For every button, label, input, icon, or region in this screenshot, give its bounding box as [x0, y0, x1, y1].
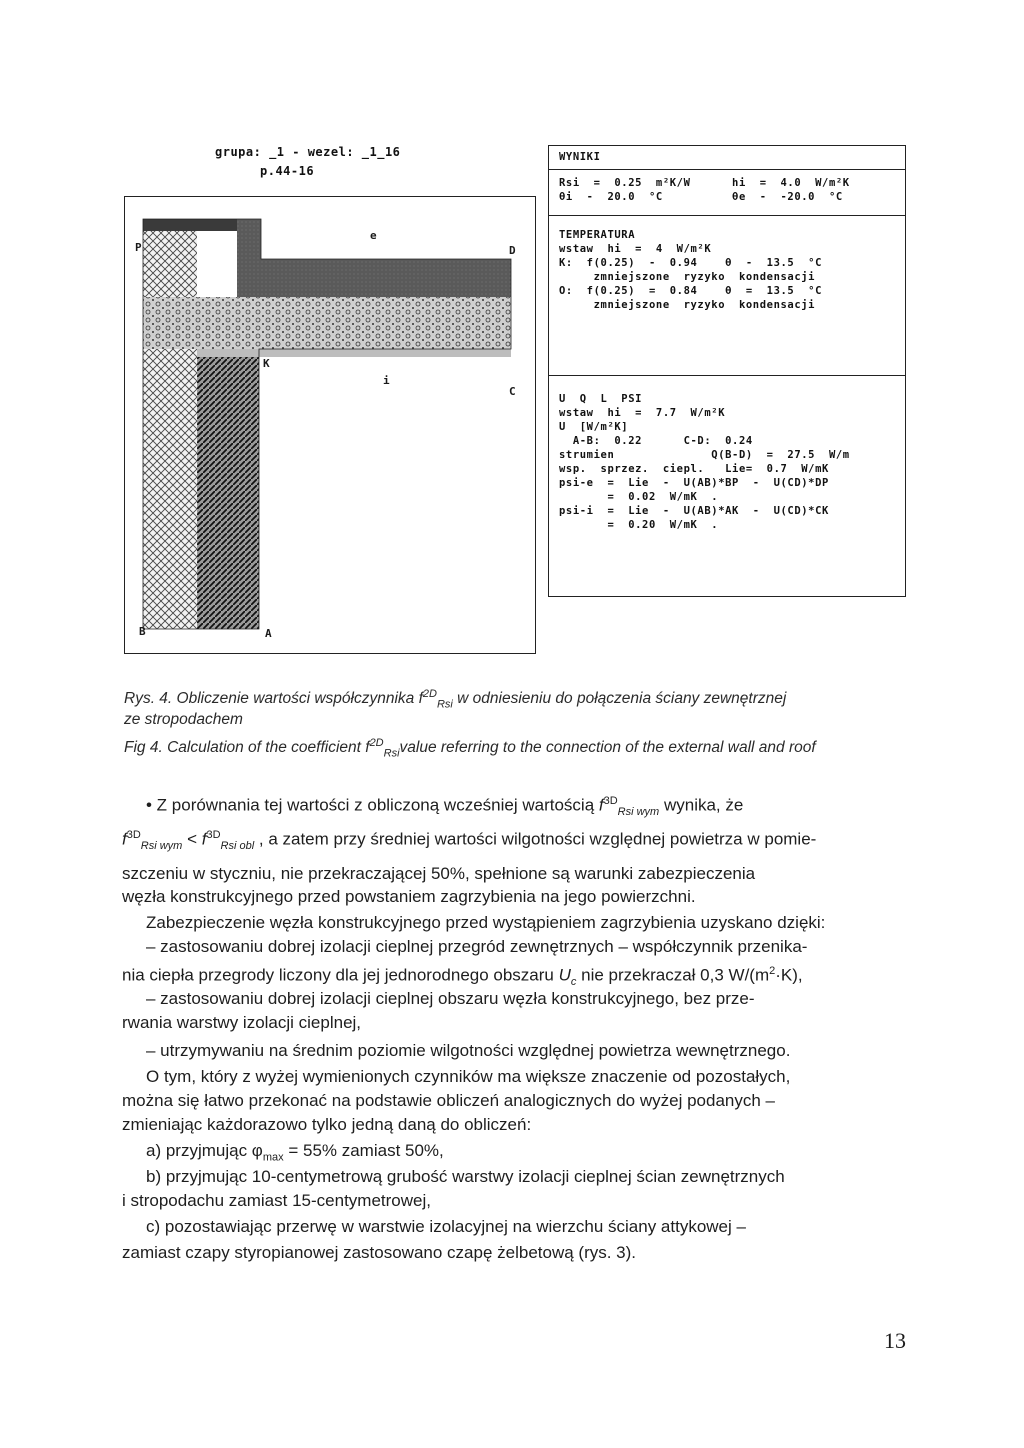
psi-line: A-B: 0.22 C-D: 0.24: [559, 435, 753, 447]
math-sub: max: [262, 1151, 284, 1164]
paragraph-line: można się łatwo przekonać na podstawie obliczeń analogicznych do wyżej podanych –: [122, 1091, 775, 1110]
paragraph-line: szczeniu w styczniu, nie przekraczającej 50%, spełnione są warunki zabezpieczenia: [122, 864, 756, 883]
caption-text: value referring to the connection of the external wall and roof: [399, 739, 816, 757]
text-run: = 55% zamiast 50%,: [283, 1141, 444, 1160]
text-run: ·K),: [775, 965, 803, 985]
psi-line: psi-e = Lie - U(AB)*BP - U(CD)*DP: [559, 477, 829, 489]
paragraph-line: [146, 1140, 444, 1169]
math-sub: Rsi wym: [617, 806, 660, 819]
paragraph-line: – zastosowaniu dobrej izolacji cieplnej przegród zewnętrznych – współczynnik przenika-: [146, 937, 808, 956]
paragraph-line: [122, 824, 816, 858]
math-sub: Rsi wym: [140, 840, 183, 853]
wall-structure-layer: [197, 349, 259, 629]
caption-text: Fig 4. Calculation of the coefficient: [124, 739, 366, 757]
paragraph-line: zmieniając każdorazowo tylko jedną daną do obliczeń:: [122, 1115, 532, 1134]
caption-polish-line1: [124, 688, 786, 710]
paragraph-line: węzła konstrukcyjnego przed powstaniem zagrzybienia na jego powierzchni.: [122, 887, 696, 906]
results-title: WYNIKI: [559, 151, 601, 163]
math-sup: 3D: [206, 829, 221, 841]
text-run: nia ciepła przegrody liczony dla jej jednorodnego obszaru: [122, 965, 559, 985]
psi-line: wsp. sprzez. ciepl. Lie= 0.7 W/mK: [559, 463, 829, 475]
caption-sup: 2D: [369, 737, 384, 749]
text-run: a) przyjmując φ: [146, 1141, 263, 1160]
caption-symbol: f: [365, 739, 370, 757]
math-sub: c: [570, 976, 577, 989]
results-panel: [548, 145, 906, 597]
param-line: Rsi = 0.25 m²K/W hi = 4.0 W/m²K: [559, 177, 850, 189]
node-page-ref: p.44-16: [260, 164, 315, 178]
psi-line: wstaw hi = 7.7 W/m²K: [559, 407, 726, 419]
caption-sub: Rsi: [436, 698, 453, 711]
text-run: wynika, że: [659, 795, 744, 815]
temperature-line: K: f(0.25) - 0.94 θ - 13.5 °C: [559, 257, 823, 269]
text-run: , a zatem przy średniej wartości wilgotności względnej powietrza w pomie-: [254, 829, 817, 849]
math-symbol: f: [598, 795, 604, 815]
math-symbol: U: [558, 965, 571, 985]
caption-polish-line2: ze stropodachem: [124, 711, 243, 728]
point-label-a: A: [265, 627, 272, 640]
math-sup: 2: [769, 965, 776, 977]
results-title-section: [549, 146, 905, 170]
point-label-k: K: [263, 357, 270, 370]
caption-sub: Rsi: [383, 747, 400, 760]
paragraph-line: rwania warstwy izolacji cieplnej,: [122, 1013, 362, 1032]
temperature-line: wstaw hi = 4 W/m²K: [559, 243, 712, 255]
point-label-e: e: [370, 229, 377, 242]
node-group-header: grupa: _1 - wezel: _1_16: [215, 145, 401, 159]
roof-top-layer: [261, 259, 511, 299]
caption-text: Rys. 4. Obliczenie wartości współczynnika: [124, 690, 419, 708]
psi-line: = 0.20 W/mK .: [559, 519, 719, 531]
paragraph-line: b) przyjmując 10-centymetrową grubość warstwy izolacji cieplnej ścian zewnętrznych: [146, 1167, 785, 1186]
paragraph-line: i stropodachu zamiast 15-centymetrowej,: [122, 1191, 431, 1210]
psi-line: U Q L PSI: [559, 393, 643, 405]
psi-line: strumien Q(B-D) = 27.5 W/m: [559, 449, 850, 461]
temperature-line: zmniejszone ryzyko kondensacji: [559, 299, 816, 311]
paragraph-line: Zabezpieczenie węzła konstrukcyjnego przed wystąpieniem zagrzybienia uzyskano dzięki:: [146, 913, 826, 932]
wall-roof-section-svg: [125, 197, 535, 652]
psi-line: U [W/m²K]: [559, 421, 629, 433]
roof-slab: [197, 349, 511, 357]
roof-insulation-layer: [143, 297, 511, 349]
paragraph-line: zamiast czapy styropianowej zastosowano czapę żelbetową (rys. 3).: [122, 1243, 637, 1262]
temperature-line: O: f(0.25) = 0.84 θ = 13.5 °C: [559, 285, 823, 297]
page-number: 13: [884, 1328, 906, 1353]
math-symbol: f: [201, 829, 207, 849]
paragraph-line: – zastosowaniu dobrej izolacji cieplnej obszaru węzła konstrukcyjnego, bez prze-: [146, 989, 755, 1008]
psi-line: = 0.02 W/mK .: [559, 491, 719, 503]
attic-wall: [237, 219, 261, 299]
temperature-line: TEMPERATURA: [559, 229, 636, 241]
point-label-i: i: [383, 374, 390, 387]
temperature-section: [549, 216, 905, 376]
paragraph-line: [146, 790, 743, 824]
text-run: • Z porównania tej wartości z obliczoną wcześniej wartością: [146, 795, 599, 815]
wall-insulation-layer: [143, 225, 197, 629]
paragraph-line: c) pozostawiając przerwę w warstwie izolacyjnej na wierzchu ściany attykowej –: [146, 1217, 746, 1236]
paragraph-line: O tym, który z wyżej wymienionych czynników ma większe znaczenie od pozostałych,: [146, 1067, 791, 1086]
caption-sup: 2D: [422, 688, 437, 700]
psi-section: [549, 376, 905, 595]
point-label-p: P: [135, 241, 142, 254]
psi-line: psi-i = Lie - U(AB)*AK - U(CD)*CK: [559, 505, 829, 517]
text-run: <: [182, 829, 202, 849]
point-label-b: B: [139, 625, 146, 638]
point-label-d: D: [509, 244, 516, 257]
temperature-line: zmniejszone ryzyko kondensacji: [559, 271, 816, 283]
caption-text: w odniesieniu do połączenia ściany zewnętrznej: [452, 690, 787, 708]
math-sup: 3D: [603, 795, 618, 807]
math-symbol: f: [122, 829, 127, 849]
point-label-c: C: [509, 385, 516, 398]
math-sup: 3D: [126, 829, 141, 841]
math-sub: Rsi obl: [220, 840, 255, 853]
param-line: θi - 20.0 °C θe - -20.0 °C: [559, 191, 843, 203]
caption-symbol: f: [418, 690, 423, 708]
paragraph-line: – utrzymywaniu na średnim poziomie wilgotności względnej powietrza wewnętrznego.: [146, 1041, 791, 1060]
text-run: nie przekraczał 0,3 W/(m: [576, 965, 770, 985]
caption-english: [124, 737, 816, 759]
thermal-node-drawing: [124, 196, 536, 654]
results-params-section: [549, 170, 905, 216]
